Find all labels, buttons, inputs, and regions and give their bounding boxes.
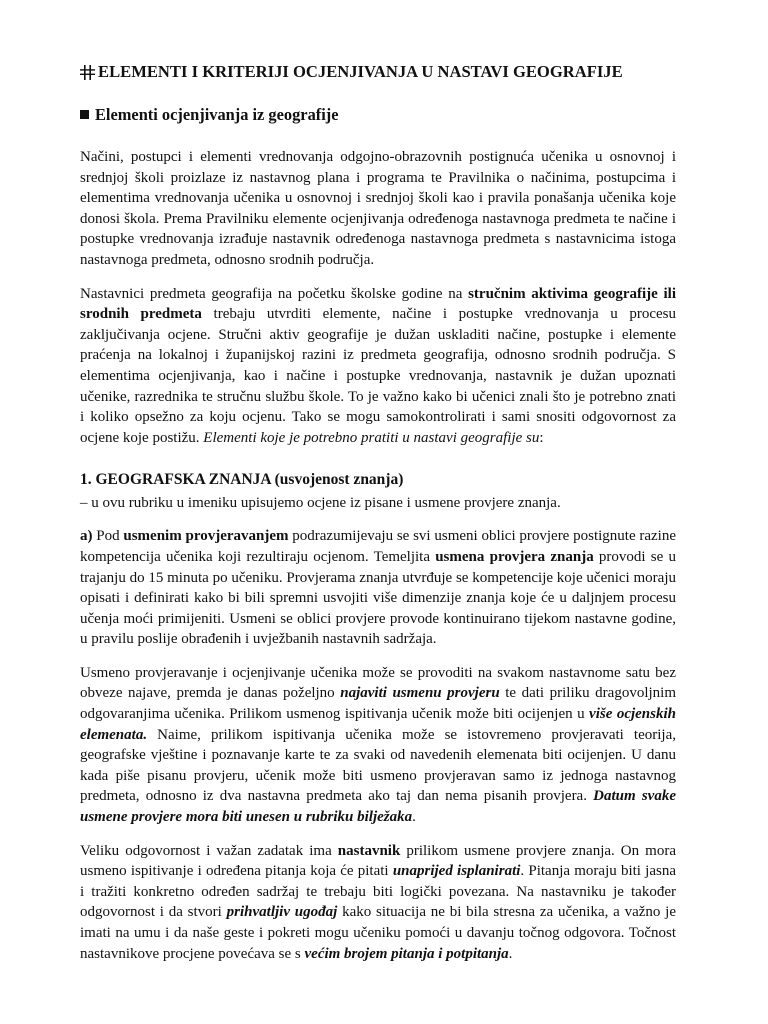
- emphasis-strucni-aktivi: stručnim aktivima geografije ili srodnih predmeta: [80, 285, 677, 323]
- double-cross-icon: [80, 65, 95, 80]
- paragraph-1: Načini, postupci i elementi vrednovanja odgojno-obrazovnih postignuća učenika u osnovnoj i srednjoj školi proizlaze iz nastavnog plana i programa te Pravilnika o načinima, postupcima i elementima vrednovanja učenika u osnovnoj i srednjoj školi kao i pravila ponašanja učenika koje donosi škola. Prema Pravilniku elemente ocjenjivanja određenoga nastavnoga predmeta te načine i postupke vrednovanja izrađuje nastavnik određenoga nastavnoga predmeta s nastavnicima istoga nastavnoga predmeta, odnosno srodnih područja.: [80, 149, 676, 268]
- paragraph-3: a) Pod usmenim provjeravanjem podrazumijevaju se svi usmeni oblici provjere postignute razine kompetencija učenika koji rezultiraju ocjenom. Temeljita usmena provjera znanja provodi se u trajanju do 15 minuta po učeniku. Provjerama znanja utvrđuje se kompetencije koje učenici moraju opisati i definirati kako bi bili spremni usvojiti više dimenzije znanja koje će u daljnjem procesu učenja moći primijeniti. Usmeni se oblici provjere provode kontinuirano tijekom nastavne godine, u pravilu poslije obrađenih i uvježbanih nastavnih sadržaja.: [80, 528, 676, 648]
- emphasis-usmena-provjera: usmena provjera znanja: [435, 548, 594, 565]
- emphasis-nastavnik: nastavnik: [337, 842, 401, 859]
- heading-geografska-znanja: 1. GEOGRAFSKA ZNANJA (usvojenost znanja): [80, 471, 404, 489]
- emphasis-ugodaj: prihvatljiv ugođaj: [226, 904, 338, 921]
- intro-line: – u ovu rubriku u imeniku upisujemo ocjene iz pisane i usmene provjere znanja.: [80, 495, 561, 512]
- paragraph-4: Usmeno provjeravanje i ocjenjivanje učenika može se provoditi na svakom nastavnome satu bez obveze najave, premda je danas poželjno najaviti usmenu provjeru te dati priliku dragovoljnim odgovaranjima učenika. Prilikom usmenog ispitivanja učenik može biti ocijenjen u više ocjenskih elemenata. Naime, prilikom ispitivanja učenika može se istovremeno provjeravati teorija, geografske vještine i poznavanje karte te za svaki od navedenih elemenata biti ocijenjen. U danu kada piše pisanu provjeru, učenik može biti usmeno provjeravan samo iz jednoga nastavnog predmeta, odnosno iz dva nastavna predmeta ako taj dan nema pisanih provjera. Datum svake usmene provjere mora biti unesen u rubriku bilježaka.: [80, 664, 676, 826]
- emphasis-isplanirati: unaprijed isplanirati: [392, 863, 521, 880]
- emphasis-elementi-italic: Elementi koje je potrebno pratiti u nastavi geografije su: [203, 429, 540, 446]
- document-title-text: ELEMENTI I KRITERIJI OCJENJIVANJA U NASTAVI GEOGRAFIJE: [98, 62, 623, 81]
- emphasis-vise-elemenata: više ocjenskih elemenata.: [80, 706, 676, 743]
- list-marker-a: a): [80, 528, 93, 545]
- section-title: [80, 105, 676, 125]
- emphasis-usmenim-provjeravanjem: usmenim provjeravanjem: [123, 528, 289, 545]
- document-page: [80, 62, 676, 977]
- document-title: [80, 62, 676, 82]
- paragraph-5: Veliku odgovornost i važan zadatak ima nastavnik prilikom usmene provjere znanja. On mora usmeno ispitivanje i određena pitanja koja će pitati unaprijed isplanirati. Pitanja moraju biti jasna i tražiti konkretno određen sadržaj te trebaju biti logički povezana. Na nastavniku je također odgovornost i da stvori prihvatljiv ugođaj kako situacija ne bi bila stresna za učenika, a važno je imati na umu i da naše geste i pokreti mogu učeniku pomoći u davanju točnog odgovora. Točnost nastavnikove procjene povećava se s većim brojem pitanja i potpitanja.: [80, 842, 677, 962]
- paragraph-2: Nastavnici predmeta geografija na početku školske godine na stručnim aktivima geografije ili srodnih predmeta trebaju utvrditi elemente, načine i postupke vrednovanja u procesu zaključivanja ocjene. Stručni aktiv geografije je dužan uskladiti načine, postupke i elemente praćenja na lokalnoj i županijskoj razini iz predmeta geografija, odnosno srodnih područja. S elementima ocjenjivanja, kao i načine i postupke vrednovanja, nastavnik je dužan upoznati učenike, razrednika te stručnu službu škole. To je važno kako bi učenici znali što je potrebno znati i koliko opsežno za koju ocjenu. Tako se mogu samokontrolirati i sami snositi odgovornost za ocjene koje postižu. Elementi koje je potrebno pratiti u nastavi geografije su:: [80, 285, 677, 446]
- emphasis-najaviti: najaviti usmenu provjeru: [340, 685, 500, 702]
- black-square-icon: [80, 110, 89, 119]
- section-title-text: Elementi ocjenjivanja iz geografije: [95, 105, 339, 124]
- emphasis-vecim-brojem: većim brojem pitanja i potpitanja: [304, 945, 509, 962]
- emphasis-datum: Datum svake usmene provjere mora biti unesen u rubriku bilježaka: [80, 788, 676, 826]
